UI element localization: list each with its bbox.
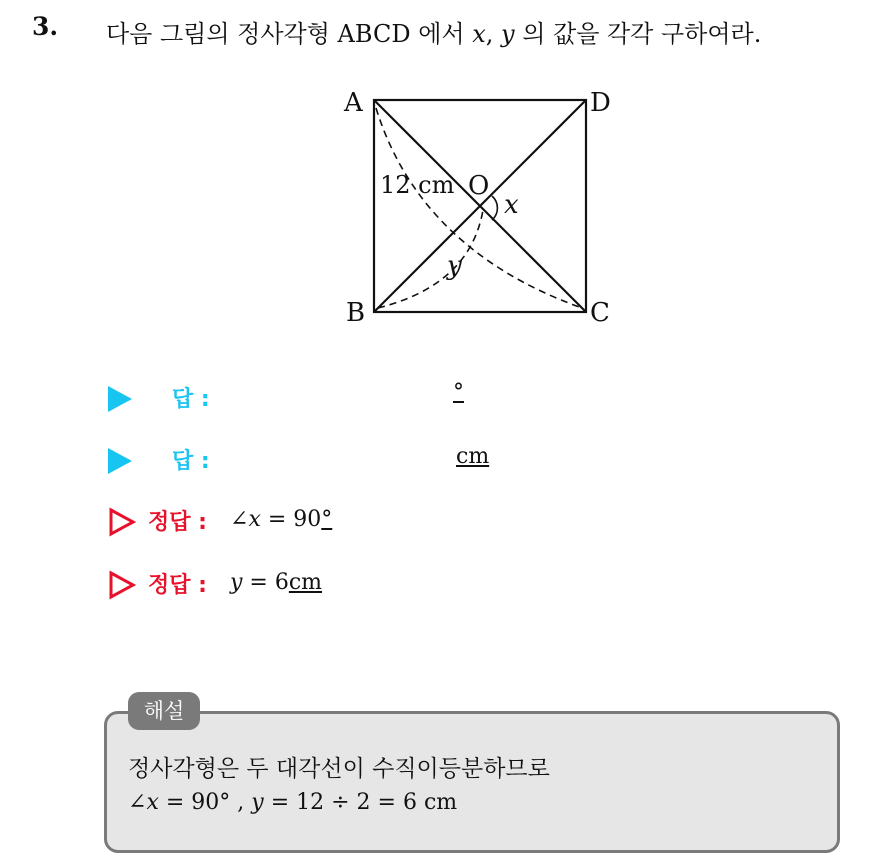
explanation-var-y: y [251, 790, 264, 815]
question-text-after: 의 값을 각각 구하여라. [514, 20, 762, 48]
correct-row-2 [108, 566, 408, 606]
explanation-var-x: x [146, 790, 159, 815]
correct-equals: = 90 [260, 507, 322, 532]
correct-label: 정답 : [148, 510, 207, 535]
correct-var: x [248, 507, 261, 532]
correct-prefix: ∠ [230, 507, 249, 532]
answer-unit-degree[interactable]: ° [453, 380, 464, 405]
angle-x-arc [492, 196, 497, 220]
vertex-label-d: D [590, 88, 611, 118]
segment-label-y: y [447, 251, 462, 281]
vertex-label-b: B [346, 298, 366, 328]
explanation-rest: = 12 ÷ 2 = 6 cm [263, 790, 458, 815]
correct-unit: cm [288, 570, 323, 595]
answer-unit-cm[interactable]: cm [456, 444, 490, 469]
correct-arrow-icon [108, 570, 136, 600]
explanation-line-1: 정사각형은 두 대각선이 수직이등분하므로 [128, 756, 550, 782]
correct-row-1 [108, 503, 408, 543]
correct-value-y [230, 570, 322, 595]
explanation-line-2 [128, 790, 457, 815]
explanation-tag: 해설 [128, 692, 200, 730]
vertex-label-c: C [590, 298, 610, 328]
correct-equals: = 6 [242, 570, 289, 595]
question-var-y: y [501, 20, 515, 48]
question-comma: , [485, 20, 501, 48]
answer-label: 답 : [172, 449, 210, 474]
explanation-angle-symbol: ∠ [128, 790, 147, 815]
square-figure [0, 0, 884, 360]
question-var-x: x [472, 20, 486, 48]
answer-arrow-icon [108, 386, 132, 412]
answer-label: 답 : [172, 387, 210, 412]
correct-var: y [230, 570, 243, 595]
correct-unit: ° [321, 507, 333, 532]
answer-row-1 [108, 380, 508, 420]
vertex-label-a: A [344, 88, 363, 118]
length-label: 12 cm [380, 171, 455, 199]
correct-arrow-icon [108, 507, 136, 537]
question-text-before: 다음 그림의 정사각형 ABCD 에서 [106, 20, 473, 48]
answer-arrow-icon [108, 448, 132, 474]
explanation-mid: = 90° , [158, 790, 252, 815]
question-number: 3. [32, 12, 59, 41]
correct-label: 정답 : [148, 573, 207, 598]
angle-label-x: x [504, 190, 519, 220]
correct-value-x [230, 507, 332, 532]
center-label-o: O [468, 171, 490, 201]
answer-row-2 [108, 442, 508, 482]
